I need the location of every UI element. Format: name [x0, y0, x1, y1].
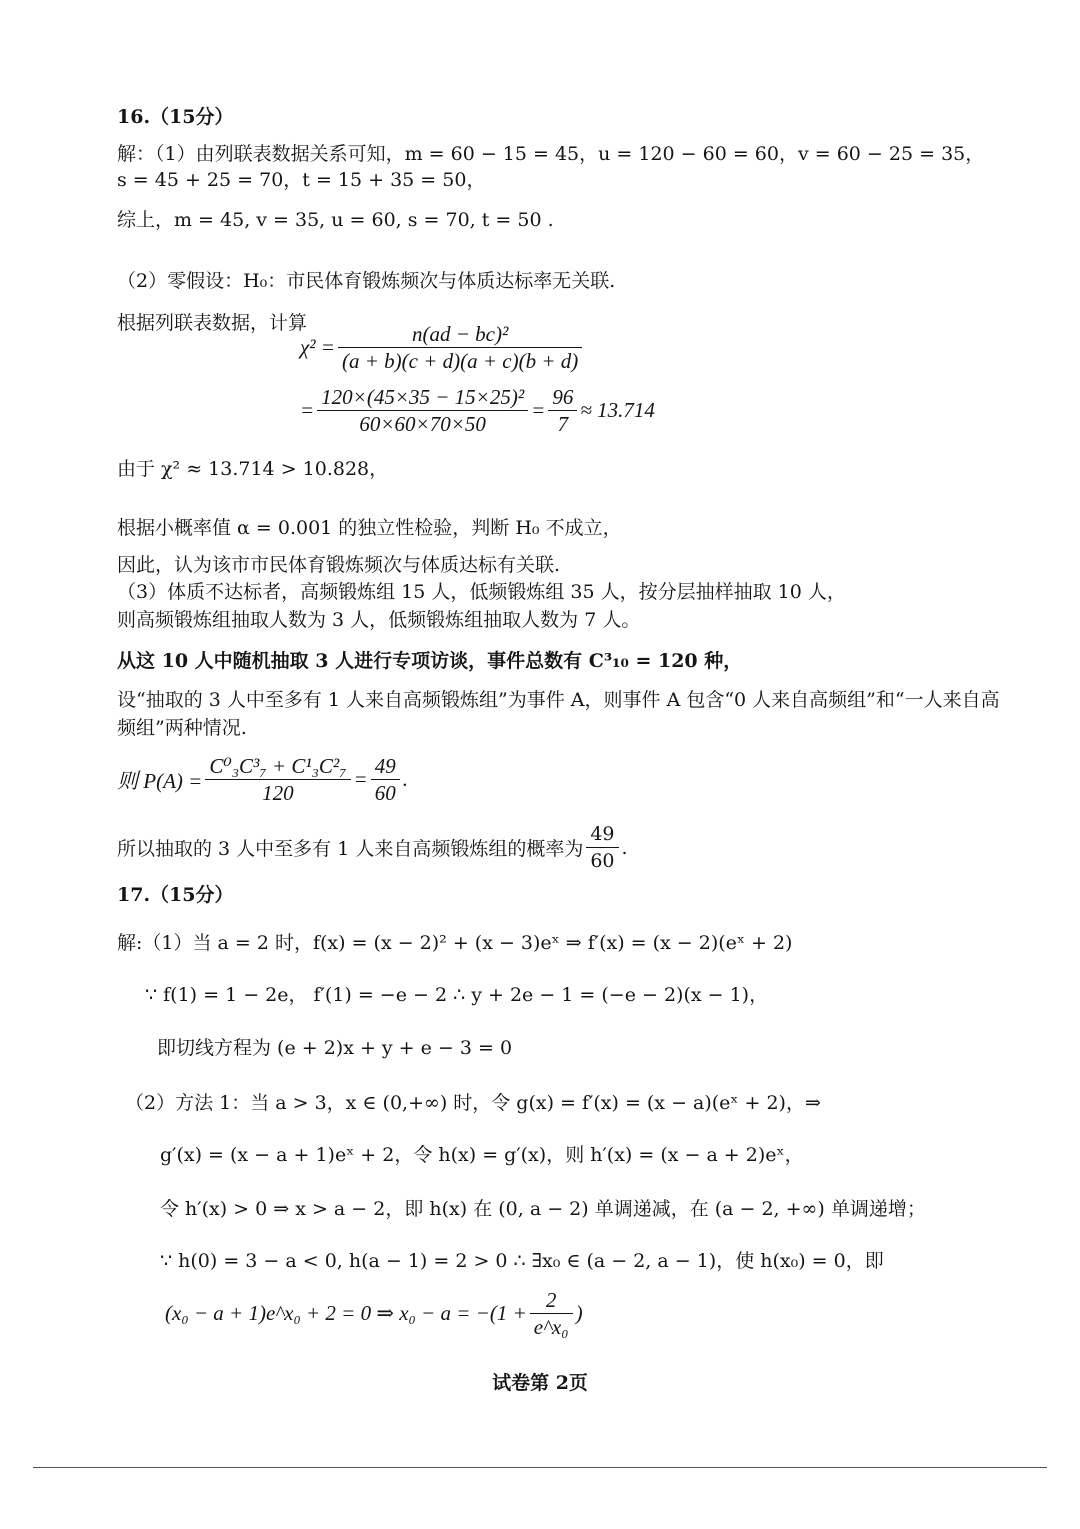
q16-part3-line4: 设“抽取的 3 人中至多有 1 人来自高频锻炼组”为事件 A，则事件 A 包含“0 人来自高频组”和“一人来自高	[117, 689, 1000, 711]
probability-formula	[117, 754, 408, 805]
chi2-denominator: 60×60×70×50	[359, 412, 486, 436]
line8-lead: (x₀ − a + 1)e^x₀ + 2 = 0 ⇒ x₀ − a = −(1 +	[165, 1301, 527, 1325]
pa-result-den: 60	[374, 781, 396, 805]
chi-formula-numerator: n(ad − bc)²	[338, 322, 582, 348]
q16-part2-conclusion: 因此，认为该市市民体育锻炼频次与体质达标有关联.	[117, 554, 561, 576]
pa-end: .	[402, 767, 408, 791]
chi-lhs: χ² =	[300, 335, 335, 359]
line8-fraction	[530, 1288, 573, 1339]
chi2-fraction	[317, 385, 528, 436]
chi-square-computation	[300, 385, 655, 436]
bottom-divider	[33, 1467, 1047, 1468]
q17-heading: 17.（15分）	[117, 884, 234, 906]
final-end: .	[621, 836, 628, 859]
chi2-simplified-fraction	[548, 385, 577, 436]
q16-part2-compute: 根据列联表数据，计算	[117, 312, 308, 334]
chi-formula-fraction	[338, 322, 582, 373]
final-probability	[117, 822, 628, 873]
q16-heading: 16.（15分）	[117, 106, 234, 128]
pa-eq: =	[353, 767, 368, 791]
q17-line4: （2）方法 1：当 a > 3，x ∈ (0,+∞) 时，令 g(x) = f′(x) = (x − a)(eˣ + 2)，⇒	[125, 1092, 821, 1114]
chi2-mid: =	[531, 398, 546, 422]
q16-part2-alpha: 根据小概率值 α = 0.001 的独立性检验，判断 H₀ 不成立，	[117, 517, 622, 539]
chi-formula-denominator: (a + b)(c + d)(a + c)(b + d)	[341, 349, 579, 373]
chi2-numerator: 120×(45×35 − 15×25)²	[317, 385, 528, 411]
q16-part3-line5: 频组”两种情况.	[117, 717, 247, 739]
q17-line8	[165, 1288, 583, 1339]
pa-result-fraction	[371, 754, 400, 805]
page-footer: 试卷第 2页	[492, 1372, 588, 1394]
q16-part3-line1: （3）体质不达标者，高频锻炼组 15 人，低频锻炼组 35 人，按分层抽样抽取 10 人，	[117, 581, 846, 603]
q16-part1-line1: 解：（1）由列联表数据关系可知，m = 60 − 15 = 45，u = 120 − 60 = 60，v = 60 − 25 = 35，	[117, 143, 985, 165]
final-den: 60	[590, 850, 615, 872]
q16-part2-since: 由于 χ² ≈ 13.714 > 10.828，	[117, 458, 389, 480]
q17-line7: ∵ h(0) = 3 − a < 0, h(a − 1) = 2 > 0 ∴ ∃x₀ ∈ (a − 2, a − 1)，使 h(x₀) = 0，即	[160, 1250, 884, 1272]
q17-line1: 解:（1）当 a = 2 时，f(x) = (x − 2)² + (x − 3)eˣ ⇒ f′(x) = (x − 2)(eˣ + 2)	[117, 932, 793, 954]
q17-line6: 令 h′(x) > 0 ⇒ x > a − 2，即 h(x) 在 (0, a − 2) 单调递减，在 (a − 2, +∞) 单调递增；	[160, 1198, 926, 1220]
q16-part3-line2: 则高频锻炼组抽取人数为 3 人，低频锻炼组抽取人数为 7 人。	[117, 609, 641, 631]
line8-num: 2	[530, 1288, 573, 1314]
q17-line3: 即切线方程为 (e + 2)x + y + e − 3 = 0	[157, 1037, 513, 1059]
q16-part1-summary: 综上，m = 45, v = 35, u = 60, s = 70, t = 50 .	[117, 209, 554, 231]
chi2-eq: =	[300, 398, 315, 422]
pa-denominator: 120	[262, 781, 294, 805]
pa-fraction	[205, 754, 350, 805]
chi2-simplified-num: 96	[548, 385, 577, 411]
q16-part2-hypothesis: （2）零假设：H₀：市民体育锻炼频次与体质达标率无关联.	[117, 270, 616, 292]
q16-part3-line3: 从这 10 人中随机抽取 3 人进行专项访谈，事件总数有 C³₁₀ = 120 种，	[117, 650, 743, 672]
chi-square-formula	[300, 322, 585, 373]
final-num: 49	[586, 822, 618, 848]
pa-lead: 则 P(A) =	[117, 768, 203, 793]
chi2-simplified-den: 7	[557, 412, 569, 436]
chi2-approx: ≈ 13.714	[580, 398, 655, 422]
final-text: 所以抽取的 3 人中至多有 1 人来自高频锻炼组的概率为	[117, 838, 584, 860]
q17-line2: ∵ f(1) = 1 − 2e， f′(1) = −e − 2 ∴ y + 2e − 1 = (−e − 2)(x − 1)，	[145, 984, 769, 1006]
final-fraction	[586, 822, 618, 873]
q17-line5: g′(x) = (x − a + 1)eˣ + 2，令 h(x) = g′(x)，则 h′(x) = (x − a + 2)eˣ，	[160, 1144, 804, 1166]
pa-result-num: 49	[371, 754, 400, 780]
line8-den: e^x₀	[533, 1315, 569, 1339]
q16-part1-line2: s = 45 + 25 = 70，t = 15 + 35 = 50，	[117, 169, 486, 191]
line8-end: )	[575, 1301, 583, 1325]
pa-numerator: C⁰₃C³₇ + C¹₃C²₇	[205, 754, 350, 780]
